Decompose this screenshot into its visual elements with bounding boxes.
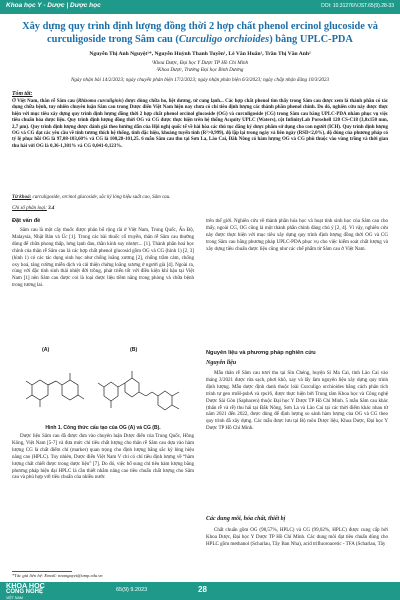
journal-header xyxy=(0,0,400,14)
journal-name: Khoa học Y - Dược | Dược học xyxy=(6,2,101,9)
paper-title xyxy=(12,20,388,46)
logo-line-2: CÔNG NGHỆ xyxy=(6,589,44,595)
intro-heading: Đặt vấn đề xyxy=(12,218,41,224)
affiliation-2: ²Khoa Dược, Trường Đại học Bình Dương xyxy=(156,67,244,73)
index-label: Chỉ số phân loại: xyxy=(12,206,47,211)
reagents-paragraph: Chất chuẩn gồm OG (98,57%, HPLC) và CG (99,02%, HPLC) được cung cấp bởi Khoa Dược, Đại học Y Dược TP Hồ Chí Minh. Các dung môi đạt tiêu chuẩn dùng cho HPLC gồm methanol (Scharlau, Tây Ban Nha), acid trifluoroacetic - TFA (Scharlau, Tây xyxy=(206,527,388,547)
affiliation-1: ¹Khoa Dược, Đại học Y Dược TP Hồ Chí Minh xyxy=(151,60,249,66)
logo-line-3: VIỆT NAM xyxy=(6,596,23,600)
chemical-structure-figure xyxy=(12,347,194,421)
intro-paragraph-1: Sâm cau là một cây thuốc được phân bố rộng rãi ở Việt Nam, Trung Quốc, Ấn Độ, Malaysia, Nhật Bản và Úc [1]. Trong các bài thuốc cổ truyền, thân rễ Sâm cau thường dùng để chữa phong thấp, lưng lạnh đau, thần kinh suy nhược... [1]. Thành phần hoá học chính của thân rễ Sâm cau là các hợp chất phenol glucosid gồm OG và CG (hình 1) [2, 3] (hình 1) có các tác dụng sinh học như chống loãng xương [2], chống trầm cảm, chống oxy hoá, tăng cường miễn dịch và cải thiện chứng loãng xương ở người già [4]. Ngoài ra, cùng với đặc tính sinh thái nhiệt đới trồng, phát triển tốt với điều kiện khí hậu tại Việt Nam [1] nên Sâm cau được coi là loại dược liệu tiềm năng trong phòng và chữa bệnh trong tương lai. xyxy=(12,227,194,289)
methods-heading: Nguyên liệu và phương pháp nghiên cứu xyxy=(206,350,316,356)
og-phenyl-ring xyxy=(62,380,78,400)
abstract-species: Rhizoma curculiginis xyxy=(77,99,122,104)
keywords xyxy=(12,194,388,201)
affiliations xyxy=(12,60,388,74)
structure-drawings xyxy=(12,347,194,421)
logo-line-1: KHOA HỌC xyxy=(6,581,45,590)
doi: DOI: 10.31276/VJST.65(9).28-33 xyxy=(321,3,394,9)
issue-number: 65(9) 9.2023 xyxy=(116,587,148,593)
abstract-label: Tóm tắt: xyxy=(12,91,33,97)
cg-benzoyl-ring xyxy=(158,391,172,410)
title-part1: Xây dựng quy trình định lượng đồng thời 2 hợp chất phenol ercinol glucoside và curculigoside trong Sâm cau ( xyxy=(22,21,378,45)
footnote-divider xyxy=(12,571,72,572)
keywords-text: curculigoside, orcinol glucoside, sắc ký lỏng hiệu suất cao, Sâm cau. xyxy=(32,195,171,200)
index-value: 3.4 xyxy=(48,206,55,211)
cg-glucose-ring xyxy=(104,382,118,401)
keywords-label: Từ khoá: xyxy=(12,195,32,200)
corresponding-author-footnote: *Tác giả liên hệ: Email: nnanguyet@ump.edu.vn xyxy=(12,573,103,578)
materials-paragraph: Mẫu thân rễ Sâm cau tươi thu tại Sìn Chéng, huyện Si Ma Cai, tỉnh Lào Cai vào tháng 3/2021 được rửa sạch, phơi khô, xay và lấy làm nguyên liệu xây dựng quy trình định lượng. Mẫu dược định danh thuộc loài Curculigo orchioides bằng cách phân tích trình tự gen rmH-psbA và rps16, được thực hiện bởi Trung tâm Khoa học và Công nghệ Dược Sài Gòn (Saphacen) thuộc Đại học Y Dược TP Hồ Chí Minh. 5 mẫu Sâm cau khác (thân rễ và rễ) thu hái tại Đắk Nông, Sơn La và Lào Cai tại các thời điểm khác nhau từ năm 2021 đến 2022, được dùng để định lượng so sánh hàm lượng của OG và CG theo quy trình đã xây dựng. Các mẫu được lưu tại Bộ môn Dược liệu, Khoa Dược, Đại học Y Dược TP Hồ Chí Minh. xyxy=(206,370,388,432)
materials-subheading: Nguyên liệu xyxy=(206,360,237,366)
journal-footer xyxy=(0,582,400,600)
title-species: Curculigo orchioides xyxy=(178,34,270,45)
classification-index xyxy=(12,206,54,211)
authors: Nguyễn Thị Anh Nguyệt¹*, Nguyễn Huỳnh Thanh Tuyền¹, Lê Văn Huấn¹, Trần Thị Văn Anh² xyxy=(89,51,311,57)
abstract-part-a: Ở Việt Nam, thân rễ Sâm cau ( xyxy=(12,99,78,104)
journal-logo xyxy=(6,583,58,599)
reagents-subheading: Các dung môi, hóa chất, thiết bị xyxy=(206,516,286,522)
abstract-part-b: ) được dùng chữa ho, liệt dương, tử cung lạnh... Các hợp chất phenol tìm thấy trong Sâm cau được xem là thành phần có tác dụng chữa bệnh, tuy nhiên chuyên luận Sâm cau trong Dược điển Việt Nam hiện nay chưa có chỉ tiêu định lượng các thành phần phenol chính. Do đó, nghiên cứu này được thực hiện với mục tiêu xây dựng quy trình định lượng đồng thời 2 hợp chất phenol orcinol glucoside (OG) và curculigoside (CG) trong Sâm cau bằng UPLC-PDA nhằm phục vụ việc tiêu chuẩn hóa dược liệu. Quy trình định lượng đồng thời OG và CG được thực hiện trên hệ thống Acquity UPLC (Waters), cột InfinityLab Poroshell 120 CS-C18 (3,0x150 mm, 2,7 µm). Quy trình định lượng được đánh giá theo hướng dẫn của Hội nghị quốc tế về hài hòa các thủ tục đăng ký dược phẩm sử dụng cho con người (ICH). Quy trình định lượng OG và CG đạt các yêu cầu về tính tương thích hệ thống, tính đặc hiệu, khoảng tuyến tính (R²>0,999), độ lặp lại trong ngày và liên ngày (RSD<2,0%), độ đúng của phương pháp có tỷ lệ phục hồi OG là 97,08-103,60% và CG là 100,28-101,25. 6 mẫu Sâm cau thu tại Sơn La, Lào Cai, Đắk Nông có hàm lượng OG và CG phù thuộc vào vùng trồng và thời gian thu hái với OG là 0,36-1,301% và CG 0,041-0,123%. xyxy=(12,99,389,149)
og-glucose-ring xyxy=(32,380,48,400)
figure-label-b: (B) xyxy=(130,347,138,353)
page-number: 28 xyxy=(198,585,207,594)
cg-phenyl-ring xyxy=(125,378,139,397)
title-part2: ) bằng UPLC-PDA xyxy=(269,34,353,45)
abstract-text xyxy=(12,99,388,150)
right-paragraph-1: trên thế giới. Nghiên cứu về thành phần hóa học và hoạt tính sinh học của Sâm cau cho thấy, ngoài CG, OG cũng là một thành phần chính đáng chú ý [2, 4]. Vì vậy, nghiên cứu này được thực hiện với mục tiêu xây dựng quy trình định lượng đồng thời OG và CG trong Sâm cau bằng phương pháp UPLC-PDA phục vụ cho việc kiểm soát chất lượng và xây dựng tiêu chuẩn dược liệu cũng như các chế phẩm từ Sâm cau ở Việt Nam. xyxy=(206,218,388,252)
figure-label-a: (A) xyxy=(42,347,50,353)
intro-paragraph-2: Dược liệu Sâm cau đã được đưa vào chuyên luận Dược điển của Trung Quốc, Hồng Kông, Việt Nam [5-7] và đưa mức chỉ tiêu chất lượng cho thân rễ Sâm cau dựa vào hàm lượng CG là chất điểm chỉ (marker) quan trọng cho định lượng bằng sắc ký lỏng hiệu năng cao (HPLC). Tuy nhiên, Dược điển Việt Nam V chỉ có chỉ tiêu định lượng về “hàm lượng chất chiết được trong dược liệu” [7]. Do đó, việc bổ sung chỉ tiêu hàm lượng bằng phương pháp hiện đại HPLC là cần thiết nhằm nâng cao tiêu chuẩn chất lượng cho Sâm cau và phù hợp với tiêu chuẩn của nhiều nước xyxy=(12,433,194,481)
received-dates: Ngày nhận bài 14/2/2023; ngày chuyển phản biện 17/2/2023; ngày nhận phản biện 6/3/2023; ngày chấp nhận đăng 10/3/2023 xyxy=(70,77,330,83)
figure-caption: Hình 1. Công thức cấu tạo của OG (A) và CG (B). xyxy=(45,425,161,431)
